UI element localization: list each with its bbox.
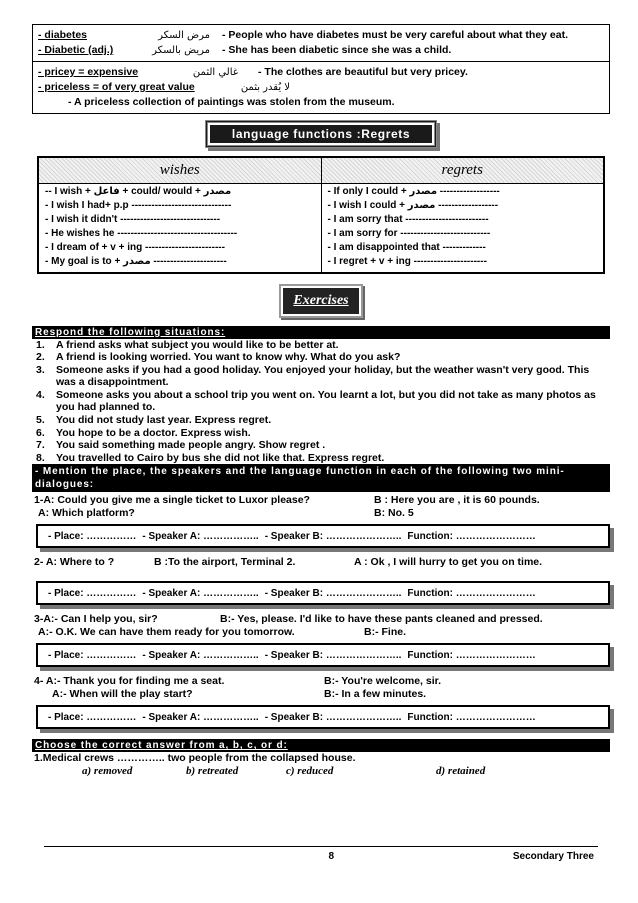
- item-text: A friend asks what subject you would like to be better at.: [56, 338, 339, 351]
- item-text: You travelled to Cairo by bus she did not like that. Express regret.: [56, 451, 385, 464]
- item-number: 7.: [36, 439, 45, 452]
- item-number: 4.: [36, 388, 45, 401]
- choice-a[interactable]: a) removed: [82, 765, 133, 778]
- answer-box-1: [36, 524, 610, 548]
- regret-line: - I am sorry that -------------------------: [327, 213, 489, 225]
- regret-line: - I am disappointed that -------------: [327, 241, 486, 253]
- dialogue-line: A: Which platform?: [38, 507, 135, 520]
- page-footer: [44, 846, 598, 862]
- function-blank[interactable]: Function: ……………………: [407, 711, 536, 723]
- dialogue-line: A:- O.K. We can have them ready for you tomorrow.: [38, 626, 295, 639]
- dialogue-4: [32, 675, 610, 701]
- dialogue-line: B:- In a few minutes.: [324, 688, 427, 701]
- item-number: 5.: [36, 414, 45, 427]
- choose-header: [32, 739, 610, 752]
- regrets-header: regrets: [321, 157, 604, 183]
- vocab-term: - Diabetic (adj.): [38, 44, 114, 56]
- wish-line: - He wishes he ------------------------------------: [45, 227, 238, 239]
- vocab-box-pricey: [32, 62, 610, 114]
- respond-header: [32, 326, 610, 339]
- vocab-arabic: لا يُقدر بثمن: [240, 82, 290, 93]
- place-blank[interactable]: - Place: ……………: [48, 649, 137, 661]
- wish-line: - I dream of + v + ing ------------------------: [45, 241, 225, 253]
- answer-box-2: [36, 581, 610, 605]
- language-functions-title: language functions :Regrets: [205, 120, 437, 148]
- vocab-example: - People who have diabetes must be very careful about what they eat.: [222, 29, 569, 41]
- dialogue-2: [32, 556, 610, 569]
- page-number: 8: [328, 851, 334, 862]
- wishes-regrets-table: [37, 156, 605, 274]
- choice-c[interactable]: c) reduced: [286, 765, 334, 778]
- mcq-question: 1.Medical crews ………….. two people from the collapsed house.: [34, 752, 356, 765]
- respond-header-text: Respond the following situations:: [35, 326, 226, 338]
- wish-line: - I wish it didn't ------------------------------: [45, 213, 221, 225]
- dialogue-line: B: No. 5: [374, 507, 414, 520]
- list-item: [36, 439, 610, 452]
- list-item: [36, 427, 610, 440]
- dialogue-line: 4- A:- Thank you for finding me a seat.: [34, 675, 225, 688]
- mcq-choices: [32, 765, 610, 777]
- dialogue-line: B :To the airport, Terminal 2.: [154, 556, 296, 569]
- item-number: 1.: [36, 338, 45, 351]
- worksheet-page: [32, 24, 610, 777]
- dialogue-line: 2- A: Where to ?: [34, 556, 115, 569]
- choice-d[interactable]: d) retained: [436, 765, 486, 778]
- vocab-term: - pricey = expensive: [38, 66, 139, 78]
- item-number: 3.: [36, 363, 45, 376]
- regret-line: - I wish I could + مصدر ------------------: [327, 199, 499, 211]
- item-text: Someone asks if you had a good holiday. You enjoyed your holiday, but the weather wasn't very good. This was a disappointment.: [56, 363, 590, 389]
- place-blank[interactable]: - Place: ……………: [48, 587, 137, 599]
- speaker-a-blank[interactable]: - Speaker A: ……………..: [142, 587, 259, 599]
- vocab-example: - She has been diabetic since she was a child.: [222, 44, 452, 56]
- speaker-a-blank[interactable]: - Speaker A: ……………..: [142, 649, 259, 661]
- situations-list: [32, 339, 610, 465]
- item-number: 8.: [36, 451, 45, 464]
- speaker-b-blank[interactable]: - Speaker B: …………………..: [264, 587, 402, 599]
- vocab-row: [38, 43, 604, 58]
- function-blank[interactable]: Function: ……………………: [407, 649, 536, 661]
- dialogue-line: A : Ok , I will hurry to get you on time.: [354, 556, 543, 569]
- function-blank[interactable]: Function: ……………………: [407, 530, 536, 542]
- answer-box-4: [36, 705, 610, 729]
- list-item: [36, 339, 610, 352]
- dialogue-1: [32, 494, 610, 520]
- item-text: Someone asks you about a school trip you went on. You learnt a lot, but you did not take as many photos as you had planned to.: [56, 388, 596, 414]
- list-item: [36, 414, 610, 427]
- choose-header-text: Choose the correct answer from a, b, c, or d:: [35, 740, 288, 752]
- speaker-b-blank[interactable]: - Speaker B: …………………..: [264, 711, 402, 723]
- exercises-title: Exercises: [279, 284, 363, 318]
- item-text: You did not study last year. Express regret.: [56, 414, 272, 427]
- regret-line: - If only I could + مصدر ------------------: [327, 185, 500, 197]
- dialogue-line: B:- Yes, please. I'd like to have these pants cleaned and pressed.: [220, 613, 543, 626]
- vocab-example: - A priceless collection of paintings was stolen from the museum.: [68, 96, 395, 108]
- function-blank[interactable]: Function: ……………………: [407, 587, 536, 599]
- item-number: 2.: [36, 351, 45, 364]
- item-text: You hope to be a doctor. Express wish.: [56, 426, 251, 439]
- item-text: You said something made people angry. Show regret .: [56, 439, 326, 452]
- vocab-arabic: غالي الثمن: [192, 67, 238, 78]
- vocab-row: [38, 65, 604, 80]
- list-item: [36, 351, 610, 364]
- dialogue-line: 3-A:- Can I help you, sir?: [34, 613, 158, 626]
- regret-line: - I regret + v + ing ----------------------: [327, 255, 487, 267]
- place-blank[interactable]: - Place: ……………: [48, 530, 137, 542]
- place-blank[interactable]: - Place: ……………: [48, 711, 137, 723]
- vocab-row: [38, 28, 604, 43]
- vocab-box-diabetes: [32, 24, 610, 62]
- vocab-row: [38, 80, 604, 95]
- vocab-example: - The clothes are beautiful but very pricey.: [258, 66, 468, 78]
- vocab-term: - diabetes: [38, 29, 88, 41]
- answer-box-3: [36, 643, 610, 667]
- regret-line: - I am sorry for ---------------------------: [327, 227, 491, 239]
- wish-line: - My goal is to + مصدر ----------------------: [45, 255, 227, 267]
- vocab-arabic: مريض بالسكر: [152, 45, 210, 56]
- vocab-term: - priceless = of very great value: [38, 81, 195, 93]
- dialogue-line: B:- You're welcome, sir.: [324, 675, 442, 688]
- list-item: [36, 452, 610, 465]
- wish-line: -- I wish + فاعل + could/ would + مصدر: [45, 185, 232, 197]
- dialogue-3: [32, 613, 610, 639]
- dialogue-line: A:- When will the play start?: [52, 688, 193, 701]
- list-item: [36, 364, 610, 389]
- dialogue-line: 1-A: Could you give me a single ticket to Luxor please?: [34, 494, 310, 507]
- speaker-b-blank[interactable]: - Speaker B: …………………..: [264, 530, 402, 542]
- wishes-header: wishes: [38, 157, 321, 183]
- item-number: 6.: [36, 426, 45, 439]
- level-label: Secondary Three: [512, 851, 594, 862]
- speaker-a-blank[interactable]: - Speaker A: ……………..: [142, 530, 259, 542]
- vocab-arabic: مرض السكر: [158, 30, 210, 41]
- dialogue-line: B:- Fine.: [364, 626, 406, 639]
- dialogue-line: B : Here you are , it is 60 pounds.: [374, 494, 540, 507]
- regrets-column: [321, 183, 604, 273]
- list-item: [36, 389, 610, 414]
- speaker-a-blank[interactable]: - Speaker A: ……………..: [142, 711, 259, 723]
- speaker-b-blank[interactable]: - Speaker B: …………………..: [264, 649, 402, 661]
- wish-line: - I wish I had+ p.p ------------------------------: [45, 199, 232, 211]
- mention-header: - Mention the place, the speakers and the language function in each of the following two mini-dialogues:: [32, 464, 610, 492]
- item-text: A friend is looking worried. You want to know why. What do you ask?: [56, 351, 401, 364]
- choice-b[interactable]: b) retreated: [186, 765, 239, 778]
- wishes-column: [38, 183, 321, 273]
